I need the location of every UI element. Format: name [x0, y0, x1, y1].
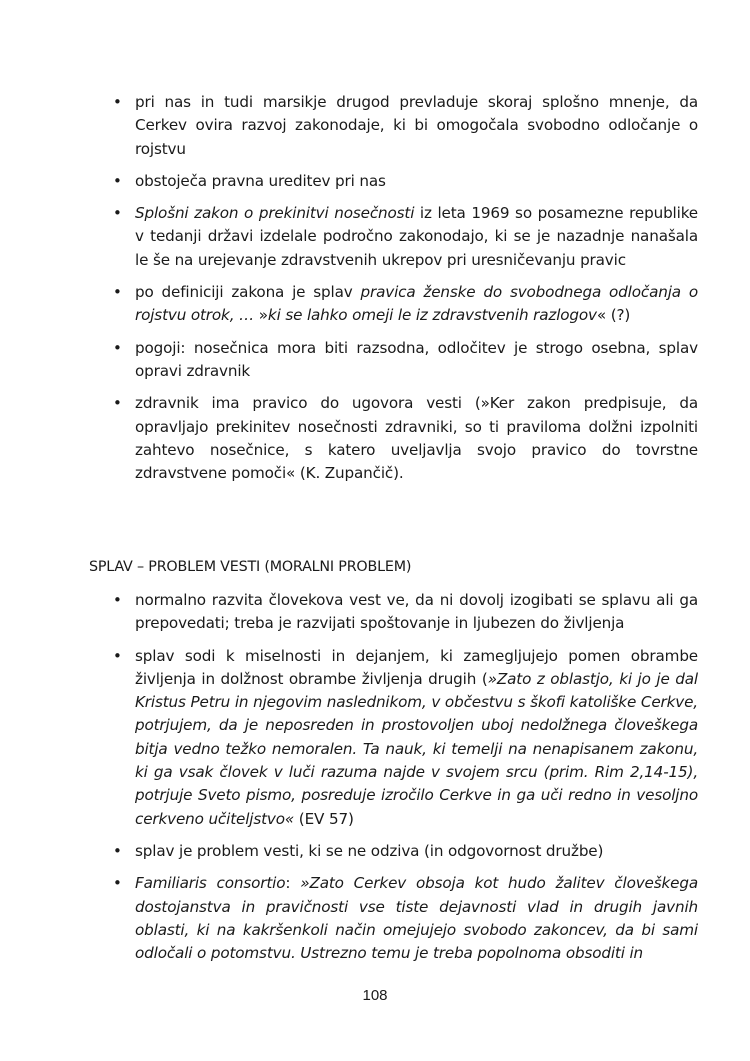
bullet-icon: • [113, 283, 122, 302]
text: « (?) [596, 306, 631, 325]
text: iz leta 1969 so posamezne republike v tedanji državi izdelale področno zakonodajo, ki se je nazadnje nanašala le še na urejevanje zdravstvenih ukrepov pri uresničevanju pravic [135, 204, 698, 269]
bullet-icon: • [113, 591, 122, 609]
bullet-icon: • [113, 841, 122, 860]
page-number: 108 [362, 987, 388, 1004]
text: normalno razvita človekova vest ve, da ni dovolj izogibati se splavu ali ga prepovedati; treba je razvijati spoštovanje in ljubezen do življenja [135, 591, 698, 633]
section-heading: SPLAV – PROBLEM VESTI (MORALNI PROBLEM) [89, 559, 412, 575]
bullet-icon: • [113, 338, 122, 357]
italic-text: ki se lahko omeji le iz zdravstvenih razlogov [267, 306, 597, 325]
text: : [285, 874, 301, 893]
text: pri nas in tudi marsikje drugod prevladuje skoraj splošno mnenje, da Cerkev ovira razvoj zakonodaje, ki bi omogočala svobodno odločanje o rojstvu [135, 93, 698, 158]
bullet-list-legal [110, 91, 698, 485]
bullet-icon: • [113, 93, 122, 111]
text: obstoječa pravna ureditev pri nas [135, 171, 386, 190]
bullet-icon: • [113, 394, 122, 413]
list-item [110, 645, 698, 831]
italic-text: pravica ženske do svobodnega odločanja o rojstvu otrok, … [135, 283, 698, 325]
text: splav sodi k miselnosti in dejanjem, ki zamegljujejo pomen obrambe življenja in dolžnost obrambe življenja drugih ( [135, 646, 698, 688]
bullet-list-moral [110, 589, 698, 965]
text: splav je problem vesti, ki se ne odziva (in odgovornost družbe) [135, 841, 604, 860]
bullet-icon: • [113, 874, 122, 893]
bullet-icon: • [113, 646, 122, 665]
list-item [110, 337, 698, 384]
text: po definiciji zakona je splav [135, 283, 361, 302]
list-item [110, 589, 698, 636]
list-item [110, 392, 698, 485]
list-item [110, 170, 698, 193]
italic-text: Splošni zakon o prekinitvi nosečnosti [135, 204, 415, 223]
text: (EV 57) [294, 809, 354, 828]
bullet-icon: • [113, 204, 122, 223]
text: pogoji: nosečnica mora biti razsodna, odločitev je strogo osebna, splav opravi zdravnik [135, 338, 698, 380]
italic-text: »Zato Cerkev obsoja kot hudo žalitev človeškega dostojanstva in pravičnosti vse tiste dejavnosti vlad in drugih javnih oblasti, ki na kakršenkoli način omejujejo svobodo zakoncev, da bi sami odločali o potomstvu. Ustrezno temu je treba popolnoma obsoditi in [135, 874, 699, 963]
list-item [110, 91, 698, 161]
list-item [110, 281, 698, 328]
italic-text: »Zato z oblastjo, ki jo je dal Kristus Petru in njegovim naslednikom, v občestvu s škofi katoliške Cerkve, potrjujem, da je neposreden in prostovoljen uboj nedolžnega človeškega bitja vedno težko nemoralen. Ta nauk, ki temelji na nenapisanem zakonu, ki ga vsak človek v luči razuma najde v svojem srcu (prim. Rim 2,14-15), potrjuje Sveto pismo, posreduje izročilo Cerkve in ga uči redno in vesoljno cerkveno učiteljstvo« [135, 669, 698, 828]
bullet-icon: • [113, 171, 122, 190]
text: zdravnik ima pravico do ugovora vesti (»Ker zakon predpisuje, da opravljajo prekinitev nosečnosti zdravniki, so ti praviloma dolžni izpolniti zahtevo nosečnice, s katero uveljavlja svojo pravico do tovrstne zdravstvene pomoči« (K. Zupančič). [135, 394, 698, 483]
text: » [254, 306, 268, 325]
italic-text: Familiaris consortio [135, 874, 286, 893]
list-item [110, 840, 698, 863]
list-item [110, 872, 698, 965]
list-item [110, 202, 698, 272]
